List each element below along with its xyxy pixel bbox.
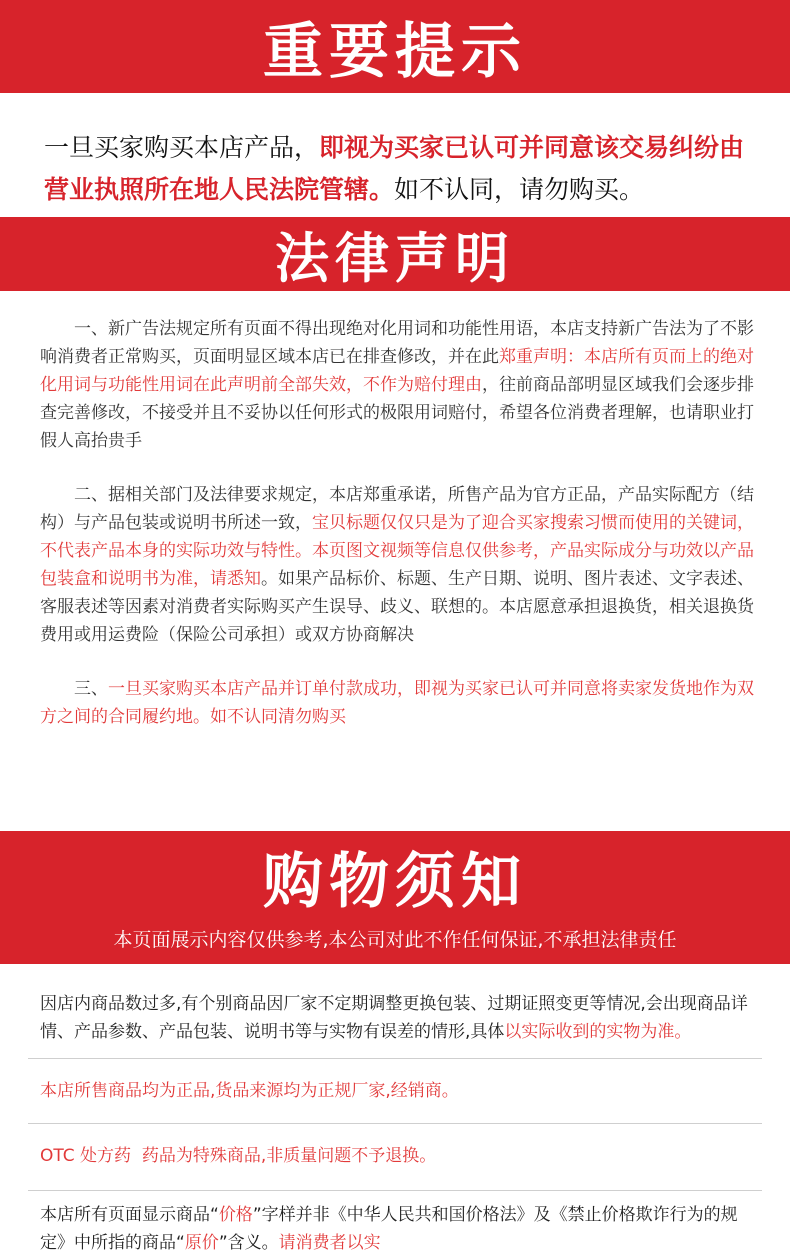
legal-p1-end: ，往前商品部明显区域我们会逐步排查完善修改，不接受并且不妥协以任何形式的极限用词赔付，希望各位消费者理解，也请职业打假人高抬贵手: [40, 375, 754, 451]
price-word: 价格: [218, 1205, 253, 1225]
legal-statement-body: [0, 291, 790, 831]
item-text: 因店内商品数过多,有个别商品因厂家不定期调整更换包装、过期证照变更等情况,会出现商品详情、产品参数、产品包装、说明书等与实物有误差的情形,具体: [40, 994, 748, 1042]
shopping-notice-subtitle: 本页面展示内容仅供参考,本公司对此不作任何保证,不承担法律责任: [113, 929, 677, 951]
legal-p2-text: 二、据相关部门及法律要求规定，本店郑重承诺，所售产品为官方正品，产品实际配方（结构）与产品包装或说明书所述一致，: [40, 485, 754, 533]
shopping-notice-title: 购物须知: [263, 847, 527, 917]
otc-label: OTC 处方药: [40, 1146, 132, 1166]
item-highlight: 请消费者以实: [278, 1233, 381, 1253]
legal-p2-end: 。如果产品标价、标题、生产日期、说明、图片表述、文字表述、客服表述等因素对消费者实际购买产生误导、歧义、联想的。本店愿意承担退换货，相关退换货费用或用运费险（保险公司承担）或双方协商解决: [40, 569, 754, 645]
item-text: ”字样并非《中华人民共和国价格法》及《禁止价格欺诈行为的规定》中所指的商品“: [40, 1205, 738, 1253]
legal-p1-highlight: 郑重声明：本店所有页而上的绝对化用词与功能性用词在此声明前全部失效，不作为赔付理由: [40, 347, 754, 395]
legal-paragraph-2: [40, 481, 764, 649]
item-text: ”含义。: [218, 1233, 279, 1253]
legal-p3-text: 三、: [74, 679, 108, 699]
legal-p2-highlight: 宝贝标题仅仅只是为了迎合买家搜索习惯而使用的关键词，不代表产品本身的实际功效与特性。本页图文视频等信息仅供参考，产品实际成分与功效以产品包装盒和说明书为准，请悉知: [40, 513, 754, 589]
list-item: [20, 964, 770, 1058]
item-text: 本店所有页面显示商品“: [40, 1205, 219, 1225]
item-highlight: 药品为特殊商品,非质量问题不予退换。: [141, 1146, 437, 1166]
item-highlight: 本店所售商品均为正品,货品来源均为正规厂家,经销商。: [40, 1081, 459, 1101]
original-price-word: 原价: [184, 1233, 219, 1253]
list-item: [20, 1059, 770, 1123]
notice-end: 如不认同，请勿购买。: [394, 175, 645, 204]
list-item: [20, 1191, 770, 1257]
important-notice-header: [0, 0, 790, 93]
shopping-notice-header: [0, 831, 790, 964]
legal-statement-title: 法律声明: [275, 226, 515, 290]
jurisdiction-notice: [0, 93, 790, 217]
item-highlight: 以实际收到的实物为准。: [504, 1022, 692, 1042]
legal-p1-text: 一、新广告法规定所有页面不得出现绝对化用词和功能性用语，本店支持新广告法为了不影响消费者正常购买，页面明显区域本店已在排查修改，并在此: [40, 319, 754, 367]
shopping-notice-list: [0, 964, 790, 1257]
legal-paragraph-1: [40, 315, 764, 455]
notice-highlight: 即视为买家已认可并同意该交易纠纷由营业执照所在地人民法院管辖。: [44, 133, 745, 204]
important-notice-title: 重要提示: [263, 16, 527, 87]
notice-intro: 一旦买家购买本店产品，: [44, 133, 320, 162]
list-item: [20, 1124, 770, 1190]
legal-paragraph-3: [40, 675, 764, 731]
legal-p3-highlight: 一旦买家购买本店产品并订单付款成功，即视为买家已认可并同意将卖家发货地作为双方之间的合同履约地。如不认同清勿购买: [40, 679, 754, 727]
legal-statement-header: [0, 217, 790, 291]
